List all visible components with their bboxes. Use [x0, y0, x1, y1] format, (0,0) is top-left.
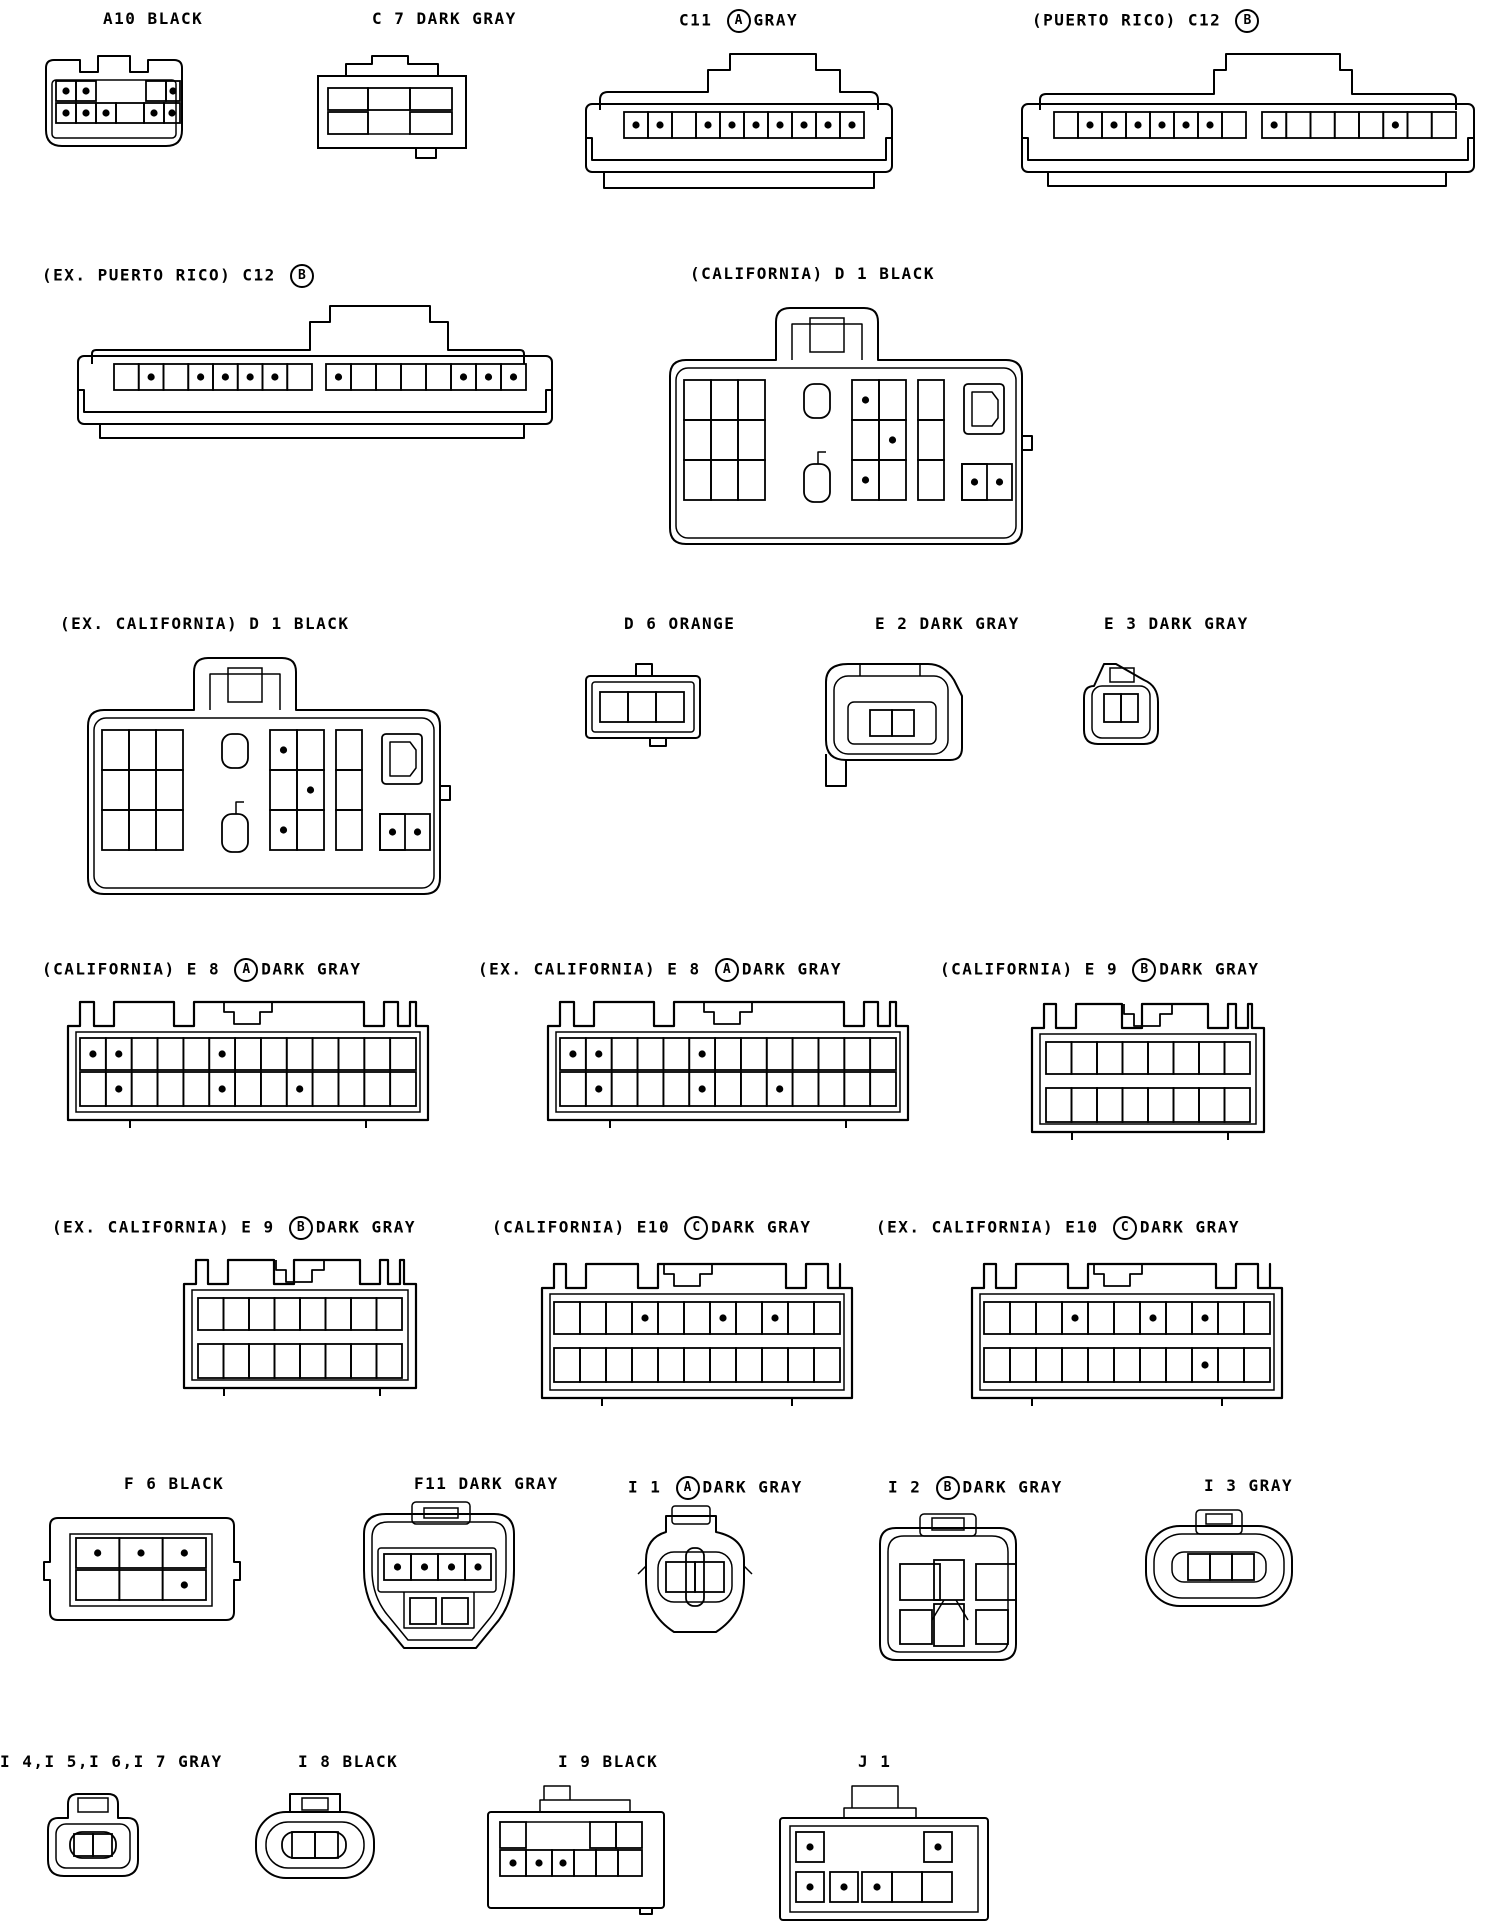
pin-dot: [280, 826, 287, 833]
connector-color: BLACK: [342, 1752, 399, 1771]
connector-code: I 9: [558, 1752, 592, 1771]
pin-dot: [62, 87, 69, 94]
connector-color: GRAY: [1248, 1476, 1294, 1495]
connector-code: C11: [679, 10, 713, 30]
pin-dot: [414, 828, 421, 835]
pin-dot: [873, 1883, 880, 1890]
connector-color: BLACK: [879, 264, 935, 283]
pin-dot: [595, 1050, 602, 1057]
connector-i1: [638, 1506, 752, 1632]
connector-i4: [48, 1794, 138, 1876]
pin-dot: [1201, 1361, 1208, 1368]
connector-j1: [780, 1786, 988, 1920]
pin-dot: [752, 121, 759, 128]
connector-d6: [586, 664, 700, 746]
connector-e10-ex-california: [972, 1264, 1282, 1406]
pin-dot: [448, 1563, 455, 1570]
connector-variant-badge: A: [727, 9, 751, 33]
connector-c12-puerto-rico: [1022, 54, 1474, 186]
pin-dot: [510, 373, 517, 380]
pin-dot: [800, 121, 807, 128]
connector-color: GRAY: [178, 1752, 223, 1771]
pin-dot: [280, 746, 287, 753]
connector-title-i3: [1204, 1476, 1293, 1496]
connector-color: DARK GRAY: [416, 9, 517, 28]
connector-i3: [1146, 1510, 1292, 1606]
connector-code: I 1: [628, 1477, 662, 1497]
connector-code: E 8: [667, 959, 701, 979]
connector-title-d1ex: [60, 614, 349, 634]
connector-code: I 3: [1204, 1476, 1238, 1495]
pin-dot: [1110, 121, 1117, 128]
pin-dot: [335, 373, 342, 380]
connector-title-e10ca: [492, 1216, 811, 1240]
connector-title-e8ca: [42, 958, 361, 982]
connector-color: DARK GRAY: [1148, 614, 1249, 633]
connector-title-d1ca: [690, 264, 935, 284]
connector-region: (CALIFORNIA): [690, 264, 824, 283]
pin-dot: [656, 121, 663, 128]
connector-variant-badge: C: [1113, 1216, 1137, 1240]
connector-title-c7: [372, 9, 517, 29]
pin-dot: [1182, 121, 1189, 128]
pin-dot: [699, 1050, 706, 1057]
pin-dot: [296, 1085, 303, 1092]
pin-dot: [197, 373, 204, 380]
connector-code: C12: [242, 265, 276, 285]
connector-code: I 2: [888, 1477, 922, 1497]
pin-dot: [1206, 121, 1213, 128]
pin-dot: [271, 373, 278, 380]
pin-dot: [1158, 121, 1165, 128]
connector-e9-ex-california: [184, 1260, 416, 1396]
pin-dot: [474, 1563, 481, 1570]
pin-dot: [704, 121, 711, 128]
connector-title-i4: [0, 1752, 223, 1772]
connector-title-j1: [858, 1752, 891, 1772]
pin-dot: [889, 436, 896, 443]
connector-title-a10: [103, 9, 203, 29]
connector-variant-badge: C: [684, 1216, 708, 1240]
pin-dot: [1271, 121, 1278, 128]
connector-title-e2: [875, 614, 1020, 634]
connector-code: E 9: [1084, 959, 1119, 979]
connector-variant-badge: B: [1235, 9, 1259, 33]
pin-dot: [1071, 1314, 1078, 1321]
connector-code: C 7: [372, 9, 406, 28]
pin-dot: [394, 1563, 401, 1570]
connector-title-e10ex: [876, 1216, 1240, 1240]
connector-color: BLACK: [602, 1752, 659, 1771]
pin-dot: [559, 1859, 566, 1866]
pin-dot: [806, 1843, 813, 1850]
pin-dot: [771, 1314, 778, 1321]
connector-code: E 8: [186, 959, 221, 979]
connector-code: J 1: [858, 1752, 892, 1771]
connector-title-e9ca: [940, 958, 1259, 982]
pin-dot: [1149, 1314, 1156, 1321]
connector-color: DARK GRAY: [741, 959, 843, 979]
connector-e3: [1084, 664, 1158, 744]
connector-f11: [364, 1502, 514, 1648]
connector-title-c11: [679, 9, 798, 33]
connector-color: DARK GRAY: [1159, 959, 1260, 979]
connector-title-i9: [558, 1752, 658, 1772]
connector-variant-badge: B: [1132, 958, 1156, 982]
pin-dot: [848, 121, 855, 128]
pin-dot: [632, 121, 639, 128]
connector-d1-ex-california: [88, 658, 450, 894]
pin-dot: [168, 109, 175, 116]
connector-color: BLACK: [147, 9, 204, 28]
connector-i8: [256, 1794, 374, 1878]
connector-region: (EX. PUERTO RICO): [42, 265, 232, 285]
connector-variant-badge: B: [289, 1216, 313, 1240]
pin-dot: [776, 1085, 783, 1092]
connector-code: C12: [1187, 10, 1222, 30]
connector-region: (CALIFORNIA): [492, 1217, 626, 1237]
connector-c7: [318, 56, 466, 158]
pin-dot: [840, 1883, 847, 1890]
connector-region: (CALIFORNIA): [42, 959, 176, 979]
connector-d1-california: [670, 308, 1032, 544]
connector-code: I 4,I 5,I 6,I 7: [0, 1752, 167, 1771]
pin-dot: [728, 121, 735, 128]
connector-color: DARK GRAY: [315, 1217, 417, 1237]
connector-color: DARK GRAY: [711, 1217, 812, 1237]
pin-dot: [641, 1314, 648, 1321]
connector-i2: [880, 1514, 1016, 1660]
pin-dot: [307, 786, 314, 793]
pin-dot: [219, 1050, 226, 1057]
pin-dot: [862, 476, 869, 483]
connector-color: DARK GRAY: [458, 1474, 559, 1493]
connector-code: D 6: [624, 614, 658, 633]
connector-e10-california: [542, 1264, 852, 1406]
pin-dot: [996, 478, 1003, 485]
pin-dot: [1392, 121, 1399, 128]
connector-code: D 1: [834, 264, 869, 283]
connector-e2: [826, 664, 962, 786]
pin-dot: [247, 373, 254, 380]
pin-dot: [421, 1563, 428, 1570]
connector-e8-california: [68, 1002, 428, 1128]
connector-color: DARK GRAY: [919, 614, 1020, 633]
pin-dot: [222, 373, 229, 380]
connector-region: (EX. CALIFORNIA): [60, 614, 239, 633]
connector-a10: [46, 56, 182, 146]
connector-title-i2: [888, 1476, 1063, 1500]
connector-code: E 9: [241, 1217, 275, 1237]
pin-dot: [102, 109, 109, 116]
pin-dot: [89, 1050, 96, 1057]
connector-code: E10: [636, 1217, 671, 1237]
connector-title-e8ex: [478, 958, 842, 982]
connector-color: BLACK: [168, 1474, 225, 1493]
pin-dot: [824, 121, 831, 128]
connector-region: (CALIFORNIA): [940, 959, 1074, 979]
pin-dot: [971, 478, 978, 485]
pin-dot: [62, 109, 69, 116]
connector-title-e3: [1104, 614, 1249, 634]
connector-e8-ex-california: [548, 1002, 908, 1128]
connector-title-i8: [298, 1752, 398, 1772]
pin-dot: [862, 396, 869, 403]
pin-dot: [115, 1050, 122, 1057]
connector-color: BLACK: [293, 614, 350, 633]
connector-title-i1: [628, 1476, 803, 1500]
pin-dot: [181, 1549, 188, 1556]
pin-dot: [535, 1859, 542, 1866]
connector-region: (EX. CALIFORNIA): [52, 1217, 231, 1237]
connector-title-d6: [624, 614, 735, 634]
connector-code: A10: [103, 9, 137, 28]
pin-dot: [115, 1085, 122, 1092]
connector-variant-badge: A: [676, 1476, 700, 1500]
connector-c11: [586, 54, 892, 188]
connector-color: DARK GRAY: [261, 959, 362, 979]
pin-dot: [148, 373, 155, 380]
connector-color: DARK GRAY: [1139, 1217, 1241, 1237]
pin-dot: [569, 1050, 576, 1057]
pin-dot: [137, 1549, 144, 1556]
connector-title-f6: [124, 1474, 224, 1494]
connector-title-e9ex: [52, 1216, 416, 1240]
pin-dot: [169, 87, 176, 94]
connector-code: D 1: [249, 614, 283, 633]
connector-region: (EX. CALIFORNIA): [876, 1217, 1055, 1237]
pin-dot: [389, 828, 396, 835]
pin-dot: [509, 1859, 516, 1866]
pin-dot: [219, 1085, 226, 1092]
connector-variant-badge: A: [234, 958, 258, 982]
pin-dot: [776, 121, 783, 128]
pin-dot: [934, 1843, 941, 1850]
connector-variant-badge: A: [715, 958, 739, 982]
connector-variant-badge: B: [290, 264, 314, 288]
connector-title-c12ex: [42, 264, 317, 288]
connector-e9-california: [1032, 1004, 1264, 1140]
connector-color: DARK GRAY: [702, 1477, 803, 1497]
connector-f6: [44, 1518, 240, 1620]
pin-dot: [595, 1085, 602, 1092]
pin-dot: [82, 109, 89, 116]
connector-color: DARK GRAY: [962, 1477, 1063, 1497]
connector-color: ORANGE: [668, 614, 736, 633]
connector-i9: [488, 1786, 664, 1914]
pin-dot: [181, 1581, 188, 1588]
pin-dot: [1086, 121, 1093, 128]
connector-code: F11: [414, 1474, 448, 1493]
connector-title-c12pr: [1032, 9, 1262, 33]
connector-region: (EX. CALIFORNIA): [478, 959, 657, 979]
connector-code: F 6: [124, 1474, 158, 1493]
connector-code: E 2: [875, 614, 909, 633]
pin-dot: [699, 1085, 706, 1092]
connector-variant-badge: B: [936, 1476, 960, 1500]
connector-code: E 3: [1104, 614, 1138, 633]
pin-dot: [806, 1883, 813, 1890]
connector-region: (PUERTO RICO): [1032, 10, 1177, 30]
pin-dot: [719, 1314, 726, 1321]
connector-code: E10: [1065, 1217, 1099, 1237]
pin-dot: [82, 87, 89, 94]
connector-title-f11: [414, 1474, 559, 1494]
connector-c12-ex-puerto-rico: [78, 306, 552, 438]
pin-dot: [150, 109, 157, 116]
pin-dot: [460, 373, 467, 380]
pin-dot: [485, 373, 492, 380]
pin-dot: [1134, 121, 1141, 128]
pin-dot: [94, 1549, 101, 1556]
pin-dot: [1201, 1314, 1208, 1321]
connector-color: GRAY: [753, 10, 799, 30]
connector-code: I 8: [298, 1752, 332, 1771]
